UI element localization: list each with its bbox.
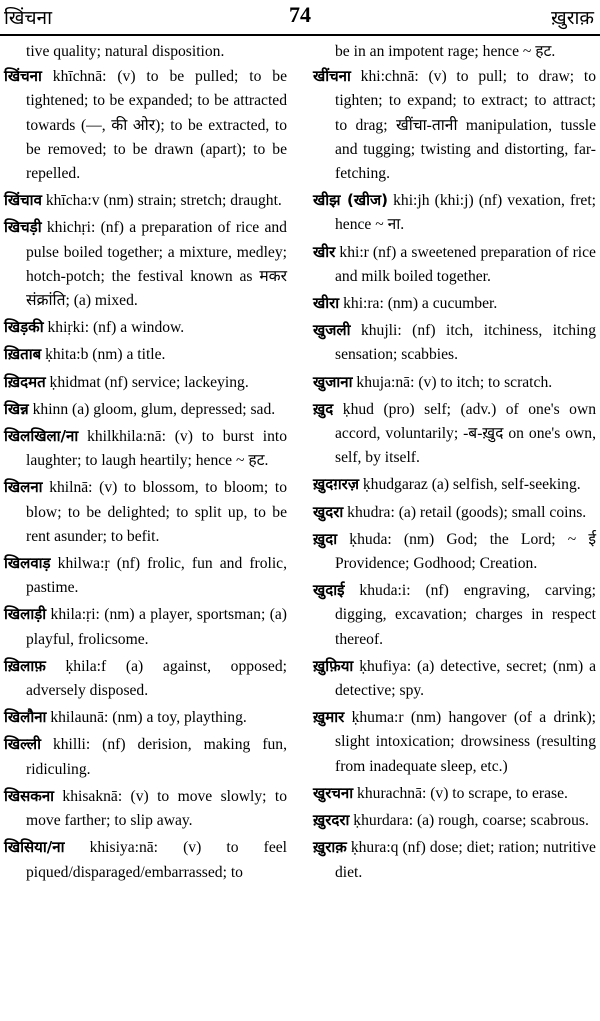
entry-headword: ख़िदमत (4, 372, 46, 391)
entry-definition: khilaunā: (nm) a toy, plaything. (50, 709, 247, 727)
dictionary-entry (4, 424, 287, 473)
entry-definition: khīchnā: (v) to be pulled; to be tightened; to be expanded; to be attracted towards (—, की ओर); to be extracted, to be removed; to be drawn (apart); to be repelled. (26, 68, 287, 183)
dictionary-entry (313, 654, 596, 703)
entry-definition: ḳhud (pro) self; (adv.) of one's own accord, voluntarily; -ब-ख़ुद on one's own, self, by itself. (335, 400, 597, 467)
dictionary-entry (4, 835, 287, 884)
entry-headword: खिलना (4, 478, 43, 497)
dictionary-entry (4, 784, 287, 833)
entry-definition: khi:ra: (nm) a cucumber. (343, 295, 498, 313)
entry-headword: ख़ुद (313, 399, 334, 418)
entry-definition: khujli: (nf) itch, itchiness, itching sensation; scabbies. (335, 322, 597, 364)
entry-headword: खुदरा (313, 502, 344, 521)
entry-headword: खिलाड़ी (4, 605, 47, 624)
header-first-word: खिंचना (4, 8, 52, 29)
entry-headword: खिलौना (4, 708, 47, 727)
entry-definition: ḳhufiya: (a) detective, secret; (nm) a detective; spy. (335, 657, 596, 700)
entry-headword: ख़ुरदरा (313, 811, 350, 830)
entry-headword: ख़िलाफ़ (4, 656, 46, 675)
header-last-word: ख़ुराक़ (551, 8, 594, 29)
entry-headword: खिन्न (4, 399, 29, 418)
entry-headword: ख़ुदग़रज़ (313, 475, 359, 494)
entry-headword: खिचड़ी (4, 218, 42, 237)
entry-headword: खिलवाड़ (4, 554, 51, 573)
entry-definition: khi:jh (khi:j) (nf) vexation, fret; hence ~ ना. (335, 192, 597, 234)
entry-definition: khuja:nā: (v) to itch; to scratch. (356, 373, 553, 391)
dictionary-entry (4, 64, 287, 186)
dictionary-entry (313, 240, 596, 289)
entry-definition: ḳhita:b (nm) a title. (45, 346, 166, 364)
entry-definition: khilnā: (v) to blossom, to bloom; to blow; to be delighted; to split up, to be rent asunder; to befit. (26, 479, 288, 545)
dictionary-entry (4, 370, 287, 395)
dictionary-entry (4, 342, 287, 367)
entry-definition: khila:ṛi: (nm) a player, sportsman; (a) playful, frolicsome. (26, 606, 287, 648)
entry-headword: खिसिया/ना (4, 838, 65, 857)
dictionary-entry (4, 705, 287, 730)
entry-continuation: be in an impotent rage; hence ~ हट. (335, 43, 556, 60)
entry-headword: खीरा (313, 294, 340, 313)
entry-definition: khudra: (a) retail (goods); small coins. (347, 503, 587, 521)
dictionary-entry (313, 578, 596, 652)
dictionary-entry (4, 315, 287, 340)
entry-headword: खिड़की (4, 318, 44, 337)
dictionary-entry (313, 527, 596, 576)
entry-definition: ḳhila:f (a) against, opposed; adversely disposed. (26, 657, 287, 700)
entry-definition: khisaknā: (v) to move slowly; to move farther; to slip away. (26, 787, 287, 830)
entry-headword: ख़ुदा (313, 529, 338, 548)
entry-definition: khilkhila:nā: (v) to burst into laughter; to laugh heartily; hence ~ हट. (26, 428, 287, 470)
entry-headword: खुरचना (313, 783, 354, 802)
entry-headword: ख़ुमार (313, 708, 345, 727)
dictionary-entry (313, 705, 596, 779)
entry-definition: khiṛki: (nf) a window. (47, 319, 185, 337)
entry-headword: खींचना (313, 67, 351, 86)
page-number: 74 (289, 2, 311, 27)
entry-definition: ḳhuda: (nm) God; the Lord; ~ ई Providence; Godhood; Creation. (335, 530, 596, 573)
dictionary-entry (313, 291, 596, 316)
entry-definition: khinn (a) gloom, glum, depressed; sad. (32, 400, 276, 418)
dictionary-entry (313, 835, 596, 884)
dictionary-entry (313, 808, 596, 833)
right-column (313, 40, 596, 887)
entry-definition: khīcha:v (nm) strain; stretch; draught. (45, 192, 282, 210)
dictionary-entry (4, 732, 287, 781)
entry-definition: ḳhura:q (nf) dose; diet; ration; nutritive diet. (335, 839, 596, 881)
entry-definition: khi:chnā: (v) to pull; to draw; to tighten; to expand; to extract; to attract; to drag; खींचा-तानी manipulation, tussle and tugging; twisting and distorting, far-fetching. (335, 68, 596, 183)
entry-definition: ḳhudgaraz (a) selfish, self-seeking. (362, 476, 581, 494)
dictionary-entry (4, 654, 287, 703)
entry-headword: खुजाना (313, 372, 353, 391)
entry-headword: खिलखिला/ना (4, 427, 79, 446)
entry-definition: ḳhurdara: (a) rough, coarse; scabrous. (353, 812, 589, 830)
dictionary-entry (4, 397, 287, 422)
entry-definition: ḳhuma:r (nm) hangover (of a drink); slight intoxication; drowsiness (resulting from inadequate sleep, etc.) (335, 709, 596, 775)
dictionary-entry (313, 472, 596, 497)
page-header (0, 0, 600, 30)
dictionary-entry (4, 551, 287, 600)
dictionary-entry (4, 188, 287, 213)
entry-definition: ḳhidmat (nf) service; lackeying. (49, 373, 249, 391)
entry-headword: खिल्ली (4, 735, 41, 754)
entry-headword: खुजली (313, 321, 351, 340)
entry-definition: khuda:i: (nf) engraving, carving; digging, excavation; charges in respect thereof. (335, 582, 596, 648)
dictionary-entry (313, 318, 596, 367)
entry-headword: खीझ (खीज) (313, 191, 388, 210)
entry-continuation: tive quality; natural disposition. (26, 43, 225, 60)
entry-definition: khilwa:ṛ (nf) frolic, fun and frolic, pastime. (26, 555, 287, 597)
dictionary-entry (313, 781, 596, 806)
dictionary-entry (313, 370, 596, 395)
entry-headword: ख़ुराक़ (313, 838, 347, 857)
entry-definition: khurachnā: (v) to scrape, to erase. (357, 784, 568, 802)
dictionary-entry (313, 64, 596, 186)
dictionary-entry (313, 397, 596, 471)
dictionary-entry (313, 188, 596, 237)
entry-headword: ख़िताब (4, 345, 42, 364)
entry-headword: ख़ुफ़िया (313, 656, 354, 675)
dictionary-entry (4, 215, 287, 313)
entry-headword: खुदाई (313, 581, 345, 600)
dictionary-entry (313, 500, 596, 525)
entry-headword: खिंचाव (4, 191, 42, 210)
entry-definition: khilli: (nf) derision, making fun, ridiculing. (26, 736, 287, 778)
dictionary-entry (4, 602, 287, 651)
entry-headword: खिसकना (4, 786, 55, 805)
header-rule (0, 34, 600, 36)
entry-definition: khichṛi: (nf) a preparation of rice and pulse boiled together; a mixture, medley; hotch-potch; the festival known as मकर संक्रांति; (a) mixed. (26, 219, 287, 310)
entry-headword: खिंचना (4, 67, 42, 86)
left-column (4, 40, 287, 887)
entry-definition: khisiya:nā: (v) to feel piqued/disparaged/embarrassed; to (26, 839, 287, 881)
entry-headword: खीर (313, 242, 336, 261)
dictionary-entry (4, 475, 287, 549)
entry-definition: khi:r (nf) a sweetened preparation of rice and milk boiled together. (335, 243, 596, 285)
